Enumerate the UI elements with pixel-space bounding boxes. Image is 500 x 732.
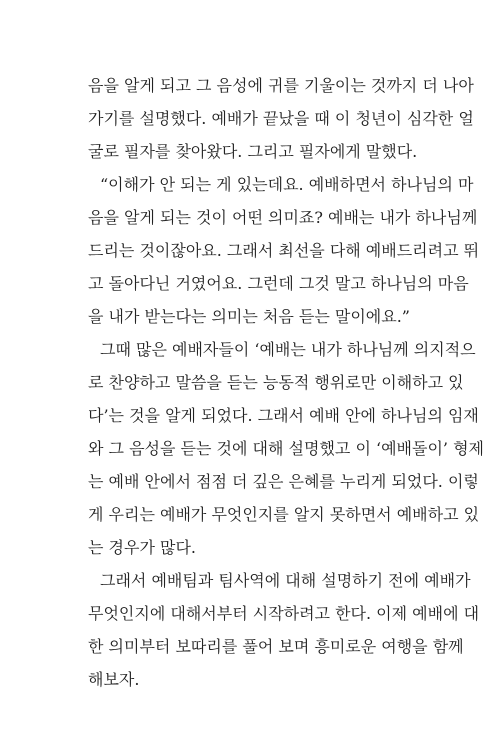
text-line: 와 그 음성을 듣는 것에 대해 설명했고 이 ‘예배돌이’ 형제 (88, 439, 484, 458)
text-line: 드리는 것이잖아요. 그래서 최선을 다해 예배드리려고 뛰 (88, 241, 480, 260)
text-line: 무엇인지에 대해서부터 시작하려고 한다. 이제 예배에 대 (88, 604, 480, 623)
text-line: 을 내가 받는다는 의미는 처음 듣는 말이에요.” (88, 307, 410, 326)
text-line: 다’는 것을 알게 되었다. 그래서 예배 안에 하나님의 임재 (88, 406, 479, 425)
text-line: 음을 알게 되는 것이 어떤 의미죠? 예배는 내가 하나님께 (88, 208, 478, 227)
text-line: 는 경우가 많다. (88, 538, 196, 557)
text-line: “이해가 안 되는 게 있는데요. 예배하면서 하나님의 마 (100, 175, 474, 194)
text-line: 가기를 설명했다. 예배가 끝났을 때 이 청년이 심각한 얼 (88, 109, 474, 128)
text-line: 한 의미부터 보따리를 풀어 보며 흥미로운 여행을 함께 (88, 637, 464, 656)
text-line: 굴로 필자를 찾아왔다. 그리고 필자에게 말했다. (88, 142, 418, 161)
text-line: 그래서 예배팀과 팀사역에 대해 설명하기 전에 예배가 (100, 571, 471, 590)
text-line: 그때 많은 예배자들이 ‘예배는 내가 하나님께 의지적으 (100, 340, 476, 359)
text-line: 는 예배 안에서 점점 더 깊은 은혜를 누리게 되었다. 이렇 (88, 472, 479, 491)
text-line: 음을 알게 되고 그 음성에 귀를 기울이는 것까지 더 나아 (88, 76, 474, 95)
text-line: 게 우리는 예배가 무엇인지를 알지 못하면서 예배하고 있 (88, 505, 480, 524)
text-line: 해보자. (88, 670, 140, 689)
text-line: 로 찬양하고 말씀을 듣는 능동적 행위로만 이해하고 있 (88, 373, 464, 392)
text-line: 고 돌아다닌 거였어요. 그런데 그것 말고 하나님의 마음 (88, 274, 469, 293)
